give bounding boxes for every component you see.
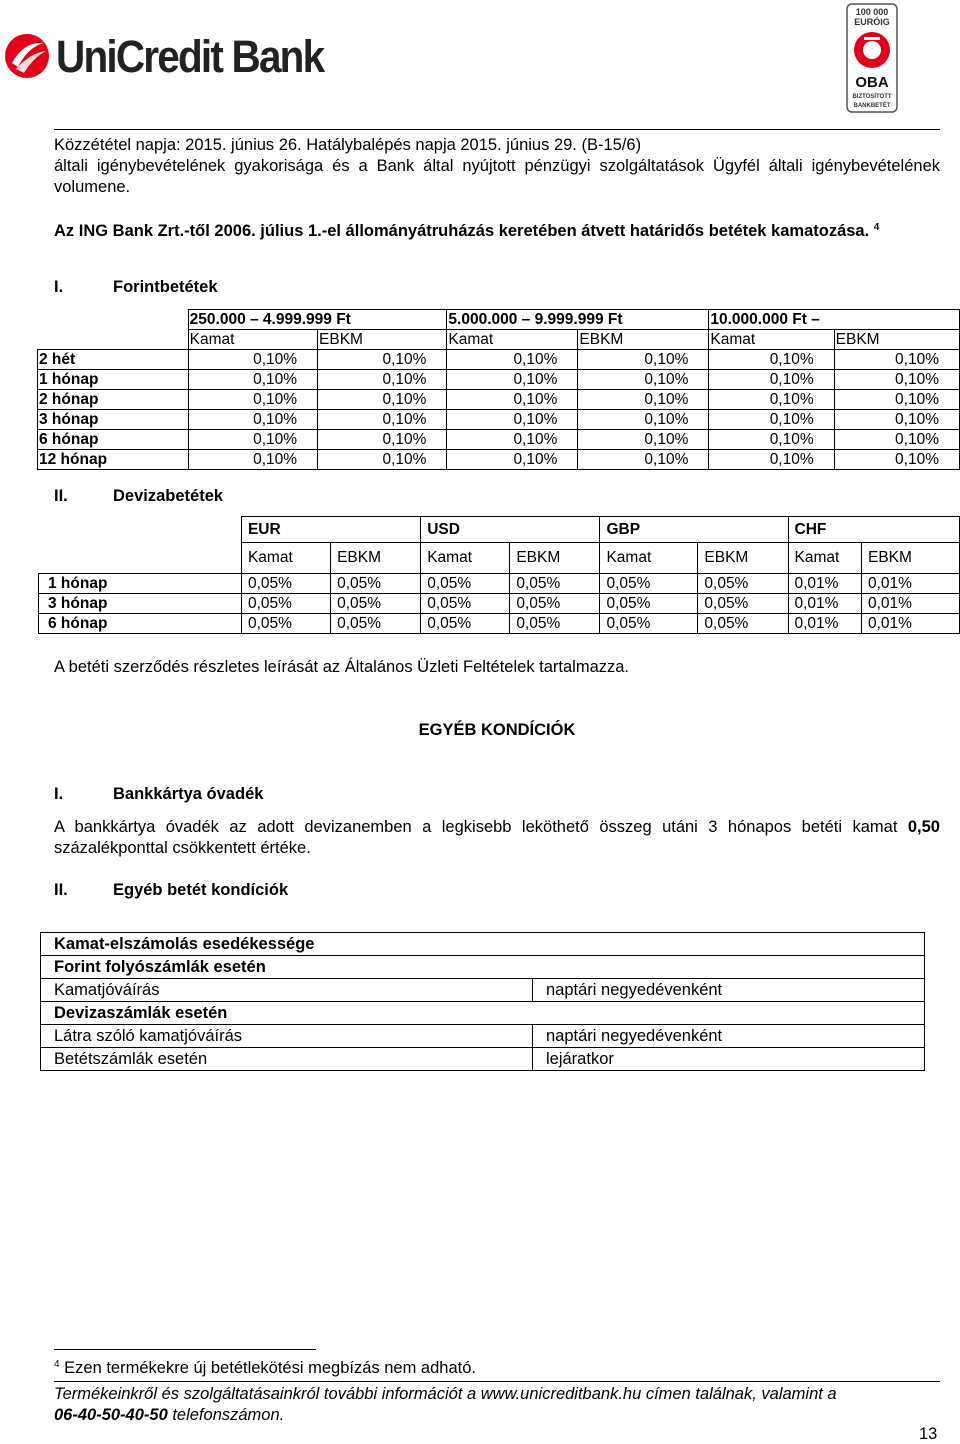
currency-header: USD xyxy=(421,517,600,543)
rate-cell: 0,10% xyxy=(709,350,834,370)
footnote-divider xyxy=(54,1349,316,1350)
rate-cell: 0,10% xyxy=(709,430,834,450)
rate-cell: 0,10% xyxy=(834,350,959,370)
column-header: EBKM xyxy=(834,330,959,350)
other-conditions-title: EGYÉB KONDÍCIÓK xyxy=(418,721,576,739)
table-row xyxy=(41,956,925,979)
contract-note: A betéti szerződés részletes leírását az Általános Üzleti Feltételek tartalmazza. xyxy=(54,658,630,676)
condition-value: naptári negyedévenként xyxy=(533,979,925,1002)
condition-value: lejáratkor xyxy=(533,1048,925,1071)
footer-text xyxy=(54,1384,934,1426)
row-label: 6 hónap xyxy=(39,614,242,634)
rate-cell: 0,10% xyxy=(447,430,578,450)
forint-deposit-table xyxy=(37,309,960,470)
fx-deposit-table xyxy=(38,516,960,634)
rate-cell: 0,10% xyxy=(578,390,709,410)
table-row xyxy=(38,390,960,410)
row-label: 2 hét xyxy=(38,350,189,370)
rate-cell: 0,05% xyxy=(510,594,600,614)
rate-cell: 0,10% xyxy=(834,450,959,470)
rate-cell: 0,10% xyxy=(709,370,834,390)
rate-cell: 0,10% xyxy=(578,450,709,470)
rate-cell: 0,10% xyxy=(834,410,959,430)
rate-cell: 0,10% xyxy=(447,370,578,390)
header-divider xyxy=(54,129,940,130)
condition-label: Betétszámlák esetén xyxy=(41,1048,533,1071)
rate-cell: 0,10% xyxy=(318,430,447,450)
row-label: 1 hónap xyxy=(38,370,189,390)
card-text-before: A bankkártya óvadék az adott devizanemben a legkisebb leköthető összeg utáni 3 hónapos betéti kamat xyxy=(54,818,898,836)
rate-cell: 0,01% xyxy=(862,574,960,594)
rate-cell: 0,05% xyxy=(331,594,421,614)
rate-cell: 0,10% xyxy=(578,370,709,390)
rate-cell: 0,05% xyxy=(510,614,600,634)
footnote-number: 4 xyxy=(54,1359,60,1370)
table-row xyxy=(41,933,925,956)
rate-cell: 0,01% xyxy=(862,614,960,634)
section-card-title xyxy=(54,785,263,804)
heading-text: Az ING Bank Zrt.-től 2006. július 1.-el állományátruházás keretében átvett határidős betétek kamatozása. xyxy=(54,222,870,240)
column-header: EBKM xyxy=(862,543,960,574)
rate-cell: 0,05% xyxy=(331,614,421,634)
section-title: Egyéb betét kondíciók xyxy=(113,881,289,899)
rate-cell: 0,10% xyxy=(578,350,709,370)
rate-cell: 0,10% xyxy=(578,430,709,450)
rate-cell: 0,10% xyxy=(578,410,709,430)
unicredit-logo xyxy=(4,30,353,82)
page-number: 13 xyxy=(919,1425,938,1443)
rate-cell: 0,05% xyxy=(241,614,330,634)
rate-cell: 0,10% xyxy=(709,450,834,470)
card-deposit-text xyxy=(54,817,940,859)
rate-cell: 0,10% xyxy=(188,390,317,410)
rate-cell: 0,10% xyxy=(318,350,447,370)
section-heading xyxy=(54,217,940,242)
footnote-ref: 4 xyxy=(873,222,880,233)
table-row xyxy=(41,1002,925,1025)
rate-cell: 0,10% xyxy=(188,430,317,450)
rate-cell: 0,01% xyxy=(788,574,862,594)
rate-cell: 0,10% xyxy=(318,390,447,410)
section-title: Devizabetétek xyxy=(113,487,224,505)
rate-cell: 0,10% xyxy=(447,410,578,430)
rate-cell: 0,10% xyxy=(447,450,578,470)
section-number: II. xyxy=(54,487,68,505)
footer-phone: 06-40-50-40-50 xyxy=(54,1406,168,1424)
footnote xyxy=(54,1359,476,1378)
row-label: 6 hónap xyxy=(38,430,189,450)
row-label: 12 hónap xyxy=(38,450,189,470)
footer-line: Termékeinkről és szolgáltatásainkról további információt a www.unicreditbank.hu címen találnak, valamint a xyxy=(54,1385,837,1403)
oba-amount: 100 000 xyxy=(855,7,889,17)
section-title: Forintbetétek xyxy=(113,278,218,296)
rate-cell: 0,10% xyxy=(447,390,578,410)
currency-header: CHF xyxy=(788,517,960,543)
oba-deposit: BANKBETÉT xyxy=(853,103,891,109)
rate-cell: 0,01% xyxy=(788,594,862,614)
rate-cell: 0,05% xyxy=(600,594,698,614)
rate-cell: 0,01% xyxy=(788,614,862,634)
rate-cell: 0,05% xyxy=(698,594,788,614)
table-row xyxy=(38,430,960,450)
rate-cell: 0,05% xyxy=(421,574,510,594)
column-header: Kamat xyxy=(447,330,578,350)
section-number: I. xyxy=(54,278,64,296)
rate-cell: 0,05% xyxy=(331,574,421,594)
table-row xyxy=(38,350,960,370)
oba-insured: BIZTOSÍTOTT xyxy=(852,94,892,100)
row-label: 3 hónap xyxy=(38,410,189,430)
table-row xyxy=(41,1048,925,1071)
table-row xyxy=(38,450,960,470)
condition-label: Látra szóló kamatjóváírás xyxy=(41,1025,533,1048)
rate-cell: 0,10% xyxy=(188,410,317,430)
column-header: Kamat xyxy=(188,330,317,350)
rate-cell: 0,10% xyxy=(188,450,317,470)
rate-cell: 0,10% xyxy=(709,390,834,410)
table-row xyxy=(41,1025,925,1048)
footer-divider xyxy=(54,1381,940,1382)
forint-accounts-label: Forint folyószámlák esetén xyxy=(41,956,925,979)
table-row xyxy=(41,979,925,1002)
table-row xyxy=(38,410,960,430)
rate-cell: 0,10% xyxy=(834,390,959,410)
footer-phone-suffix: telefonszámon. xyxy=(167,1406,285,1424)
rate-cell: 0,05% xyxy=(241,594,330,614)
row-label: 1 hónap xyxy=(39,574,242,594)
oba-currency: EURÓIG xyxy=(854,17,890,27)
section-number: I. xyxy=(54,785,64,803)
fx-accounts-label: Devizaszámlák esetén xyxy=(41,1002,925,1025)
column-header: Kamat xyxy=(600,543,698,574)
row-label: 3 hónap xyxy=(39,594,242,614)
row-label: 2 hónap xyxy=(38,390,189,410)
card-text-bold: 0,50 xyxy=(907,818,940,836)
section-title: Bankkártya óvadék xyxy=(113,785,264,803)
column-header: EBKM xyxy=(510,543,600,574)
rate-cell: 0,10% xyxy=(834,370,959,390)
logo-text: UniCredit Bank xyxy=(56,30,324,82)
table-header-row xyxy=(38,310,960,330)
rate-cell: 0,10% xyxy=(188,350,317,370)
rate-cell: 0,01% xyxy=(862,594,960,614)
band-header: 250.000 – 4.999.999 Ft xyxy=(188,310,447,330)
section-deviza-title xyxy=(54,487,223,506)
section-number: II. xyxy=(54,881,68,899)
footnote-text: Ezen termékekre új betétlekötési megbízás nem adható. xyxy=(64,1359,476,1377)
currency-header: EUR xyxy=(241,517,420,543)
rate-cell: 0,10% xyxy=(318,450,447,470)
usage-volume-text: általi igénybevételének gyakorisága és a Bank által nyújtott pénzügyi szolgáltatások Ügyfél általi igénybevételének volumene. xyxy=(54,157,940,196)
rate-cell: 0,10% xyxy=(709,410,834,430)
column-header: Kamat xyxy=(421,543,510,574)
footer-line-2 xyxy=(54,1405,934,1426)
rate-cell: 0,05% xyxy=(241,574,330,594)
condition-label: Kamatjóváírás xyxy=(41,979,533,1002)
column-header: Kamat xyxy=(788,543,862,574)
rate-cell: 0,05% xyxy=(421,594,510,614)
currency-header: GBP xyxy=(600,517,788,543)
rate-cell: 0,05% xyxy=(698,614,788,634)
table-row xyxy=(39,574,960,594)
unicredit-logo-icon xyxy=(4,33,50,79)
conditions-table xyxy=(40,932,925,1071)
conditions-title: Kamat-elszámolás esedékessége xyxy=(41,933,925,956)
rate-cell: 0,05% xyxy=(600,574,698,594)
rate-cell: 0,10% xyxy=(447,350,578,370)
card-text-after: százalékponttal csökkentett értéke. xyxy=(54,839,311,857)
rate-cell: 0,05% xyxy=(421,614,510,634)
section-forint-title xyxy=(54,278,218,297)
rate-cell: 0,05% xyxy=(600,614,698,634)
rate-cell: 0,05% xyxy=(510,574,600,594)
column-header: EBKM xyxy=(318,330,447,350)
table-row xyxy=(39,594,960,614)
rate-cell: 0,10% xyxy=(188,370,317,390)
rate-cell: 0,10% xyxy=(318,410,447,430)
rate-cell: 0,10% xyxy=(834,430,959,450)
rate-cell: 0,10% xyxy=(318,370,447,390)
table-row xyxy=(39,614,960,634)
intro-text xyxy=(54,135,940,198)
column-header: Kamat xyxy=(709,330,834,350)
condition-value: naptári negyedévenként xyxy=(533,1025,925,1048)
table-row xyxy=(38,370,960,390)
oba-label: OBA xyxy=(855,74,889,91)
publication-date: Közzététel napja: 2015. június 26. Hatálybalépés napja 2015. június 29. (B-15/6) xyxy=(54,136,642,154)
table-subheader-row xyxy=(39,543,960,574)
column-header: EBKM xyxy=(578,330,709,350)
table-subheader-row xyxy=(38,330,960,350)
band-header: 5.000.000 – 9.999.999 Ft xyxy=(447,310,709,330)
section-other-title xyxy=(54,881,288,900)
rate-cell: 0,05% xyxy=(698,574,788,594)
band-header: 10.000.000 Ft – xyxy=(709,310,960,330)
table-header-row xyxy=(39,517,960,543)
column-header: EBKM xyxy=(331,543,421,574)
oba-badge-icon xyxy=(846,3,898,113)
column-header: Kamat xyxy=(241,543,330,574)
column-header: EBKM xyxy=(698,543,788,574)
